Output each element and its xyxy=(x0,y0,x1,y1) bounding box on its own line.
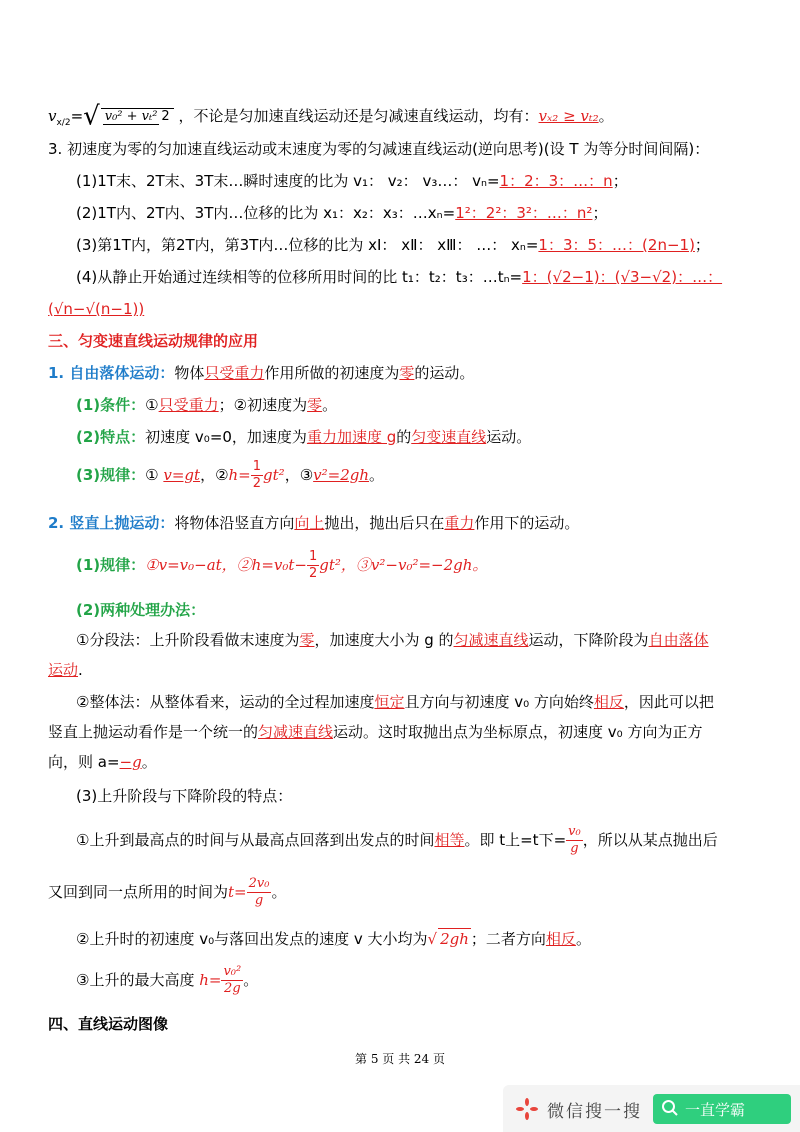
section-3-title: 三、匀变速直线运动规律的应用 xyxy=(48,332,259,350)
search-button[interactable] xyxy=(653,1094,791,1124)
formula-line-midposition-velocity: $v_{x/2}=√$ v₀² + vₜ² 2 ，不论是匀加速直线运动还是匀减速直线运动，均有：vₓ₂ ≥ vₜ₂。 xyxy=(48,101,614,132)
p3-item1: (1)1T末、2T末、3T末…瞬时速度的比为 v₁： v₂： v₃…： vₙ=1：2：3：…：n； xyxy=(76,172,628,190)
p3-title: 3. 初速度为零的匀加速直线运动或末速度为零的匀减速直线运动(逆向思考)(设 T 为等分时间间隔)： xyxy=(48,140,710,158)
page-footer: 第 5 页 共 24 页 xyxy=(355,1052,445,1066)
p3-item4-cont: (√n−√(n−1)) xyxy=(48,300,145,318)
method-2-line3: 向，则 a=−g。 xyxy=(48,753,157,771)
method-2-line2: 竖直上抛运动看作是一个统一的匀减速直线运动。这时取抛出点为坐标原点，初速度 v₀ 方向为正方 xyxy=(48,723,703,741)
free-fall-features: (2)特点：初速度 v₀=0，加速度为重力加速度 g的匀变速直线运动。 xyxy=(76,428,532,446)
wechat-search-bar[interactable] xyxy=(503,1085,800,1132)
vertical-throw-laws: (1)规律：①v=v₀−at，②h=v₀t− $\frac{1}{2}$ gt²，③v²−v₀²=−2gh。 xyxy=(76,549,488,581)
p3-item3: (3)第1T内，第2T内，第3T内…位移的比为 xⅠ： xⅡ： xⅢ： …： xₙ=1：3：5：…：(2n−1)； xyxy=(76,236,710,254)
p3-item4: (4)从静止开始通过连续相等的位移所用时间的比 t₁：t₂：t₃：…tₙ=1：(√2−1)：(√3−√2)：…： xyxy=(76,268,723,286)
stage-feature-2: ②上升时的初速度 v₀与落回出发点的速度 v 大小均为√ 2gh ；二者方向相反。 xyxy=(76,930,591,948)
p3-item2: (2)1T内、2T内、3T内…位移的比为 x₁：x₂：x₃：…xₙ=1²：2²：3²：…：n²； xyxy=(76,204,608,222)
method-1: ①分段法：上升阶段看做末速度为零，加速度大小为 g 的匀减速直线运动，下降阶段为自由落体 xyxy=(76,631,709,649)
vertical-throw-definition: 2. 竖直上抛运动：将物体沿竖直方向向上抛出，抛出后只在重力作用下的运动。 xyxy=(48,514,580,532)
search-icon xyxy=(661,1099,679,1117)
stage-feature-3: ③上升的最大高度 h= $\frac{\text{v₀²}}{2g}$ 。 xyxy=(76,964,259,996)
two-methods-heading: (2)两种处理办法： xyxy=(76,601,206,619)
wechat-search-label: 微信搜一搜 xyxy=(547,1102,642,1122)
method-1-cont: 运动. xyxy=(48,661,83,679)
free-fall-definition: 1. 自由落体运动：物体只受重力作用所做的初速度为零的运动。 xyxy=(48,364,475,382)
wechat-logo-icon xyxy=(515,1097,539,1121)
free-fall-conditions: (1)条件：①只受重力；②初速度为零。 xyxy=(76,396,338,414)
stages-heading: (3)上升阶段与下降阶段的特点： xyxy=(76,787,293,805)
section-4-title: 四、直线运动图像 xyxy=(48,1015,169,1033)
stage-feature-1-cont: 又回到同一点所用的时间为t= $\frac{\text{2v₀}}{g}$ 。 xyxy=(48,876,287,908)
search-query-text: 一直学霸 xyxy=(685,1101,746,1119)
stage-feature-1: ①上升到最高点的时间与从最高点回落到出发点的时间相等。即 t上=t下= $\frac{\text{v₀}}{g}$ ，所以从某点抛出后 xyxy=(76,824,718,856)
free-fall-laws: (3)规律：① v=gt，②h= $\frac{1}{2}$ gt²，③v²=2gh。 xyxy=(76,459,385,491)
method-2: ②整体法：从整体看来，运动的全过程加速度恒定且方向与初速度 v₀ 方向始终相反，因此可以把 xyxy=(76,693,714,711)
